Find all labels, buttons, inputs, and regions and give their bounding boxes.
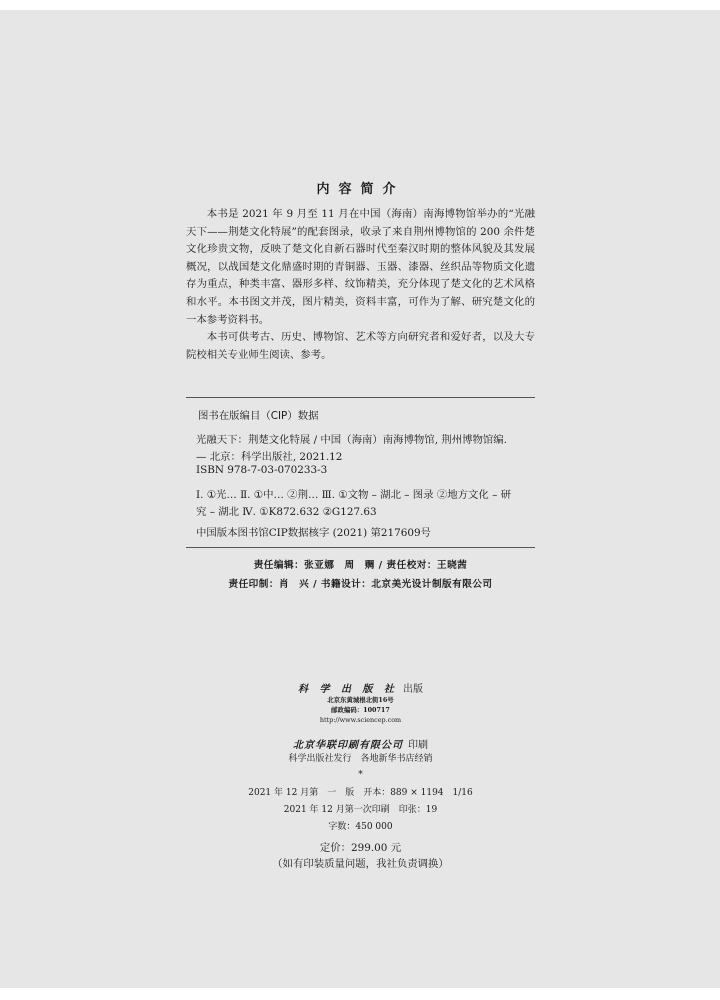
printing-line: 2021 年 12 月第一次印刷 印张：19 bbox=[283, 805, 438, 815]
publisher-name: 科 学 出 版 社 bbox=[297, 684, 398, 695]
production-credits: 责任印制：肖 兴 / 书籍设计：北京美光设计制版有限公司 bbox=[228, 579, 493, 590]
intro-paragraph-1: 本书是 2021 年 9 月至 11 月在中国（海南）南海博物馆举办的“光融天下——荆楚文化特展”的配套图录，收录了来自荆州博物馆的 200 余件楚文化珍贵文物，反映了楚文化自新石器时代至秦汉时期的整体风貌及其发展概况，以战国楚文化鼎盛时期的青铜器、玉器、漆器、丝织品等物质文化遗存为重点，种类丰富、器形多样、纹饰精美，充分体现了楚文化的艺术风格和水平。本书图文并茂，图片精美，资料丰富，可作为了解、研究楚文化的一本参考资料书。 bbox=[186, 208, 535, 326]
cip-heading: 图书在版编目（CIP）数据 bbox=[198, 410, 319, 422]
intro-paragraph-2: 本书可供考古、历史、博物馆、艺术等方向研究者和爱好者，以及大专院校相关专业师生阅读、参考。 bbox=[186, 331, 535, 361]
edition-line: 2021 年 12 月第 一 版 开本：889 × 1194 1/16 bbox=[248, 788, 473, 798]
cip-entry bbox=[196, 432, 535, 465]
publisher-postcode: 邮政编码：100717 bbox=[331, 706, 390, 714]
publisher-suffix: 出版 bbox=[403, 684, 424, 695]
separator-mark: * bbox=[358, 770, 363, 780]
cip-entry-line-1: 光融天下：荆楚文化特展 / 中国（海南）南海博物馆, 荆州博物馆编. bbox=[196, 434, 507, 446]
cip-subjects bbox=[196, 487, 535, 520]
cip-subjects-line-1: Ⅰ. ①光… Ⅱ. ①中… ②荆… Ⅲ. ①文物 – 湖北 – 图录 ②地方文化 – 研 bbox=[196, 489, 511, 501]
quality-notice: （如有印装质量问题，我社负责调换） bbox=[272, 858, 449, 870]
editor-credits: 责任编辑：张亚娜 周 赒 / 责任校对：王晓茜 bbox=[253, 560, 468, 571]
cip-record-number: 中国版本图书馆CIP数据核字 (2021) 第217609号 bbox=[196, 527, 431, 539]
printer-name: 北京华联印刷有限公司 bbox=[292, 740, 403, 751]
printer-line bbox=[186, 733, 535, 752]
cip-entry-line-2: — 北京：科学出版社, 2021.12 bbox=[196, 450, 343, 463]
publisher-website: http://www.sciencep.com bbox=[319, 716, 402, 724]
price: 定价：299.00 元 bbox=[319, 842, 402, 854]
cip-isbn: ISBN 978-7-03-070233-3 bbox=[196, 464, 328, 476]
cip-subjects-line-2: 究 – 湖北 Ⅳ. ①K872.632 ②G127.63 bbox=[196, 505, 377, 518]
publisher-address: 北京东黄城根北街16号 bbox=[327, 696, 394, 704]
intro-title: 内容简介 bbox=[316, 182, 405, 197]
intro-body bbox=[186, 206, 535, 364]
publisher-line bbox=[186, 677, 535, 696]
word-count: 字数：450 000 bbox=[328, 822, 393, 832]
top-divider bbox=[186, 397, 535, 398]
printer-suffix: 印刷 bbox=[408, 740, 429, 751]
distribution-line: 科学出版社发行 各地新华书店经销 bbox=[288, 754, 433, 764]
bottom-divider bbox=[186, 547, 535, 548]
